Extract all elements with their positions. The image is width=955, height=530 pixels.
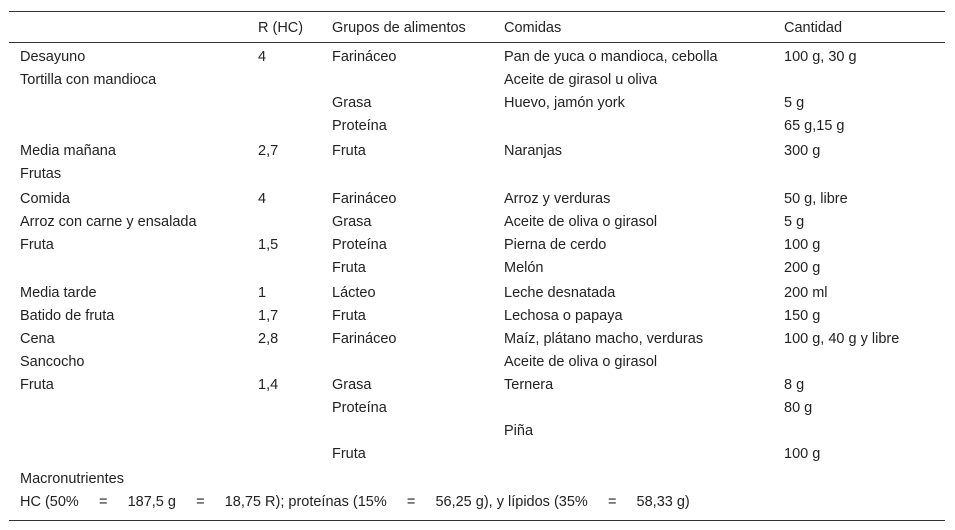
table-cell: Fruta (332, 446, 366, 462)
table-cell: Fruta (20, 377, 54, 393)
header-quantity: Cantidad (784, 20, 843, 36)
table-cell: Comida (20, 191, 70, 207)
table-cell: Desayuno (20, 49, 86, 65)
table-cell: 1,7 (258, 308, 279, 324)
table-cell: Proteína (332, 118, 387, 134)
table-cell: Farináceo (332, 331, 397, 347)
header-divider (9, 42, 945, 43)
table-cell: Piña (504, 423, 534, 439)
table-cell: 200 g (784, 260, 821, 276)
table-cell: 80 g (784, 400, 813, 416)
table-cell: Fruta (332, 260, 366, 276)
table-cell: Proteína (332, 237, 387, 253)
table-cell: Fruta (20, 237, 54, 253)
table-cell: 100 g (784, 237, 821, 253)
header-food-groups: Grupos de alimentos (332, 20, 466, 36)
table-cell: 65 g,15 g (784, 118, 845, 134)
diet-table (9, 11, 945, 521)
table-cell: 4 (258, 191, 267, 207)
table-cell: Sancocho (20, 354, 85, 370)
table-cell: Leche desnatada (504, 285, 616, 301)
macronutrients-summary: HC (50% = 187,5 g = 18,75 R); proteínas (15% = 56,25 g), y lípidos (35% = 58,33 g) (20, 494, 690, 510)
table-cell: Frutas (20, 166, 62, 182)
table-cell: Huevo, jamón york (504, 95, 625, 111)
table-cell: 8 g (784, 377, 805, 393)
table-cell: Cena (20, 331, 55, 347)
table-cell: 5 g (784, 95, 805, 111)
table-cell: 1,4 (258, 377, 279, 393)
header-meals: Comidas (504, 20, 562, 36)
table-cell: Grasa (332, 214, 372, 230)
table-cell: 4 (258, 49, 267, 65)
table-cell: Fruta (332, 308, 366, 324)
table-cell: Fruta (332, 143, 366, 159)
table-cell: Grasa (332, 95, 372, 111)
table-cell: Arroz y verduras (504, 191, 611, 207)
table-cell: Pierna de cerdo (504, 237, 607, 253)
table-cell: 2,8 (258, 331, 279, 347)
table-cell: Tortilla con mandioca (20, 72, 157, 88)
table-cell: 50 g, libre (784, 191, 848, 207)
table-cell: Ternera (504, 377, 554, 393)
table-cell: Aceite de oliva o girasol (504, 354, 658, 370)
table-cell: Farináceo (332, 49, 397, 65)
table-cell: Grasa (332, 377, 372, 393)
table-cell: 200 ml (784, 285, 828, 301)
table-cell: Proteína (332, 400, 387, 416)
header-r-hc: R (HC) (258, 20, 304, 36)
table-cell: 300 g (784, 143, 821, 159)
table-cell: 5 g (784, 214, 805, 230)
table-cell: Pan de yuca o mandioca, cebolla (504, 49, 718, 65)
table-cell: Arroz con carne y ensalada (20, 214, 197, 230)
table-cell: Aceite de oliva o girasol (504, 214, 658, 230)
macronutrients-title: Macronutrientes (20, 471, 124, 487)
table-cell: Lácteo (332, 285, 376, 301)
table-cell: 2,7 (258, 143, 279, 159)
table-cell: Maíz, plátano macho, verduras (504, 331, 704, 347)
table-cell: 1,5 (258, 237, 279, 253)
table-cell: Media mañana (20, 143, 116, 159)
table-cell: 100 g, 30 g (784, 49, 857, 65)
table-cell: 100 g, 40 g y libre (784, 331, 900, 347)
table-cell: Farináceo (332, 191, 397, 207)
table-cell: Melón (504, 260, 544, 276)
table-cell: 1 (258, 285, 267, 301)
table-cell: Media tarde (20, 285, 97, 301)
table-cell: Naranjas (504, 143, 563, 159)
table-cell: 100 g (784, 446, 821, 462)
table-cell: Batido de fruta (20, 308, 115, 324)
table-cell: Lechosa o papaya (504, 308, 623, 324)
table-cell: 150 g (784, 308, 821, 324)
table-cell: Aceite de girasol u oliva (504, 72, 658, 88)
